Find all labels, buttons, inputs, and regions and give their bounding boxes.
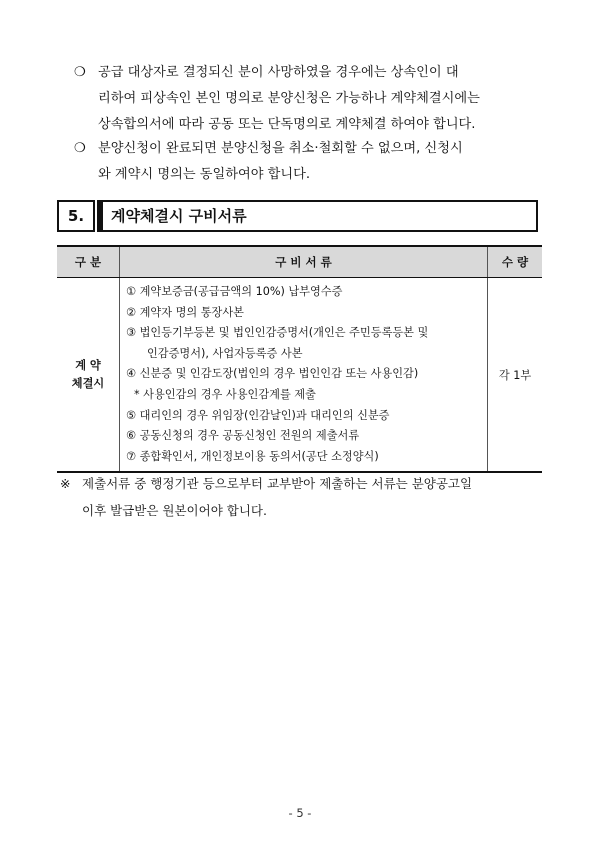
paragraph-line: 리하여 피상속인 본인 명의로 분양신청은 가능하나 계약체결시에는: [98, 91, 480, 106]
documents-cell: [120, 278, 488, 473]
required-documents-table: [57, 245, 542, 473]
section-number: 5.: [57, 200, 95, 232]
header-quantity: 수 량: [488, 246, 543, 278]
document-footnote: * 사용인감의 경우 사용인감계를 제출: [134, 387, 316, 401]
header-category: 구 분: [57, 246, 120, 278]
document-item: ③ 법인등기부등본 및 법인인감증명서(개인은 주민등록등본 및: [126, 326, 429, 340]
page-number: - 5 -: [288, 806, 312, 820]
circle-bullet-icon: ❍: [74, 141, 86, 156]
footnote: [60, 470, 540, 524]
paragraph-deceased-applicant: [74, 60, 544, 138]
section-title: 계약체결시 구비서류: [97, 200, 538, 232]
footnote-line: 이후 발급받은 원본이어야 합니다.: [82, 503, 267, 518]
footnote-text: [60, 470, 540, 524]
document-item: ⑦ 종합확인서, 개인정보이용 동의서(공단 소정양식): [126, 449, 379, 463]
quantity-cell: 각 1부: [488, 278, 543, 473]
header-documents: 구 비 서 류: [120, 246, 488, 278]
paragraph-line: 공급 대상자로 결정되신 분이 사망하였을 경우에는 상속인이 대: [98, 65, 459, 80]
document-item: ④ 신분증 및 인감도장(법인의 경우 법인인감 또는 사용인감): [126, 367, 419, 381]
circle-bullet-icon: ❍: [74, 65, 86, 80]
reference-mark-icon: ※: [60, 476, 71, 491]
paragraph-text: [74, 136, 544, 188]
paragraph-cancellation: [74, 136, 544, 188]
category-line: 체결시: [71, 376, 105, 390]
footnote-line: 제출서류 중 행정기관 등으로부터 교부받아 제출하는 서류는 분양공고일: [82, 476, 473, 491]
paragraph-line: 분양신청이 완료되면 분양신청을 취소·철회할 수 없으며, 신청시: [98, 141, 463, 156]
document-item: ① 계약보증금(공급금액의 10%) 납부영수증: [126, 285, 343, 298]
document-item: ⑤ 대리인의 경우 위임장(인감날인)과 대리인의 신분증: [126, 408, 390, 422]
table-row: [57, 278, 542, 473]
paragraph-line: 와 계약시 명의는 동일하여야 합니다.: [98, 167, 311, 182]
document-item-continuation: 인감증명서), 사업자등록증 사본: [147, 346, 303, 360]
paragraph-text: [74, 60, 544, 138]
category-line: 계 약: [75, 358, 101, 372]
document-item: ⑥ 공동신청의 경우 공동신청인 전원의 제출서류: [126, 429, 360, 443]
paragraph-line: 상속합의서에 따라 공동 또는 단독명의로 계약체결 하여야 합니다.: [98, 117, 476, 132]
category-cell: [57, 278, 120, 473]
section-heading: [57, 200, 542, 232]
document-item: ② 계약자 명의 통장사본: [126, 305, 244, 319]
table-header-row: [57, 246, 542, 278]
